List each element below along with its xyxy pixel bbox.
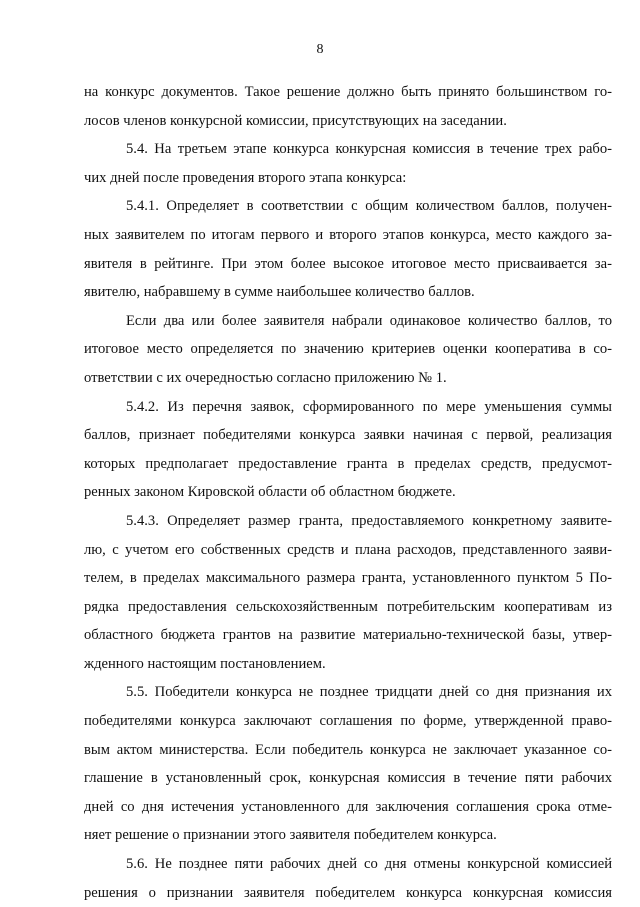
- text-line: ренных законом Кировской области об областном бюджете.: [84, 484, 456, 501]
- text-line: Если два или более заявителя набрали одинаковое количество баллов, то: [126, 312, 612, 329]
- text-line: 5.4.2. Из перечня заявок, сформированного по мере уменьшения суммы: [126, 398, 612, 415]
- text-line: 5.5. Победители конкурса не позднее тридцати дней со дня признания их: [126, 684, 612, 701]
- document-body: [84, 78, 612, 907]
- text-line: 5.6. Не позднее пяти рабочих дней со дня отмены конкурсной комиссией: [126, 856, 612, 873]
- text-line: дней со дня истечения установленного для заключения соглашения срока отме-: [84, 798, 612, 815]
- text-line: няет решение о признании этого заявителя победителем конкурса.: [84, 827, 497, 844]
- text-line: 5.4.3. Определяет размер гранта, предоставляемого конкретному заявите-: [126, 512, 612, 529]
- text-line: глашение в установленный срок, конкурсная комиссия в течение пяти рабочих: [84, 770, 612, 787]
- text-line: 5.4. На третьем этапе конкурса конкурсная комиссия в течение трех рабо-: [126, 141, 612, 158]
- text-line: жденного настоящим постановлением.: [84, 655, 326, 672]
- text-line: ответствии с их очередностью согласно приложению № 1.: [84, 369, 447, 386]
- text-line: вым актом министерства. Если победитель конкурса не заключает указанное со-: [84, 741, 612, 758]
- text-line: на конкурс документов. Такое решение должно быть принято большинством го-: [84, 84, 612, 100]
- text-line: ных заявителем по итогам первого и второго этапов конкурса, место каждого за-: [84, 226, 612, 243]
- text-line: явителя в рейтинге. При этом более высокое итоговое место присваивается за-: [84, 255, 612, 272]
- text-line: телем, в пределах максимального размера гранта, установленного пунктом 5 По-: [84, 570, 612, 587]
- text-line: решения о признании заявителя победителем конкурса конкурсная комиссия: [84, 884, 612, 901]
- page-number: 8: [316, 42, 324, 57]
- text-line: областного бюджета грантов на развитие материально-технической базы, утвер-: [84, 627, 612, 644]
- text-line: баллов, признает победителями конкурса заявки начиная с первой, реализация: [84, 427, 612, 444]
- text-line: чих дней после проведения второго этапа конкурса:: [84, 169, 407, 186]
- text-line: которых предполагает предоставление гранта в пределах средств, предусмот-: [84, 455, 612, 472]
- text-line: явителю, набравшему в сумме наибольшее количество баллов.: [84, 284, 475, 301]
- text-line: 5.4.1. Определяет в соответствии с общим количеством баллов, получен-: [126, 198, 612, 215]
- text-line: победителями конкурса заключают соглашения по форме, утвержденной право-: [84, 713, 612, 730]
- text-line: рядка предоставления сельскохозяйственным потребительским кооперативам из: [84, 598, 612, 615]
- text-line: лю, с учетом его собственных средств и плана расходов, представленного заяви-: [84, 541, 612, 558]
- text-line: итоговое место определяется по значению критериев оценки кооператива в со-: [84, 341, 612, 358]
- text-line: лосов членов конкурсной комиссии, присутствующих на заседании.: [84, 112, 507, 129]
